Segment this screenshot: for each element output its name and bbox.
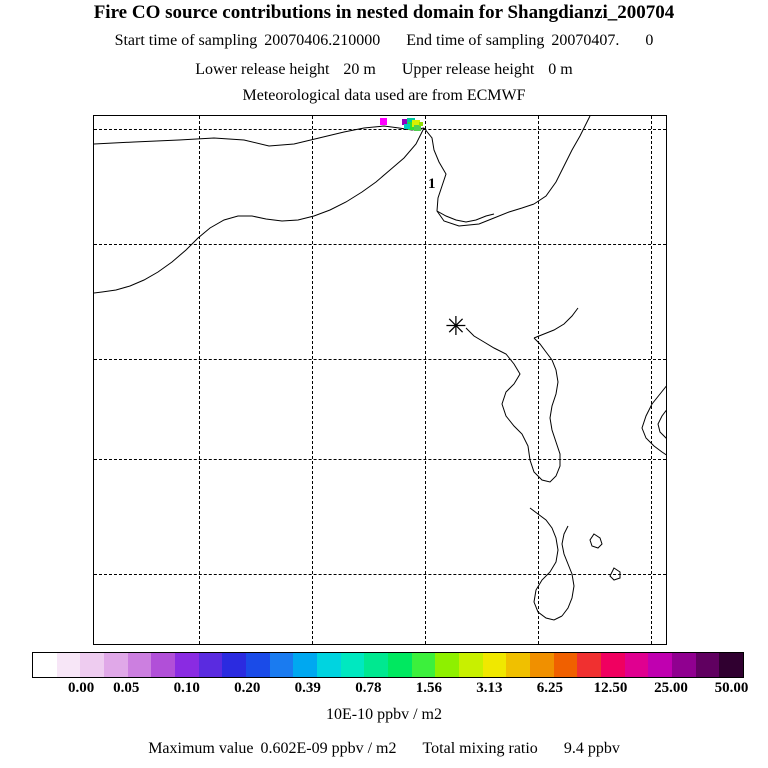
colorbar-swatch: [222, 653, 246, 677]
max-value-label: Maximum value: [148, 740, 254, 757]
colorbar-swatch: [270, 653, 294, 677]
colorbar-tick-label: 12.50: [593, 680, 628, 696]
colorbar-swatch: [530, 653, 554, 677]
colorbar-swatch: [128, 653, 152, 677]
colorbar-swatch: [506, 653, 530, 677]
colorbar-tick-label: 0.78: [355, 680, 382, 696]
colorbar-units-label: 10E-10 ppbv / m2: [326, 706, 442, 723]
colorbar-tick-label: 0.00: [68, 680, 95, 696]
upper-release-value: 0 m: [548, 61, 573, 78]
colorbar-swatch: [364, 653, 388, 677]
colorbar-swatch: [625, 653, 649, 677]
colorbar-swatch: [80, 653, 104, 677]
end-time-value-extra: 0: [645, 32, 654, 49]
colorbar-tick-label: 0.39: [294, 680, 321, 696]
lower-release-value: 20 m: [343, 61, 376, 78]
colorbar-swatch: [293, 653, 317, 677]
colorbar-wrap: [32, 652, 749, 696]
colorbar-swatch: [246, 653, 270, 677]
end-time-label: End time of sampling: [406, 32, 545, 49]
sampling-time-line: [0, 32, 768, 50]
start-time-value: 20070406.210000: [264, 32, 381, 49]
total-mixing-ratio-value: 9.4 ppbv: [563, 740, 620, 757]
colorbar-tick-label: 25.00: [654, 680, 688, 696]
colorbar-swatch: [412, 653, 436, 677]
colorbar-swatch: [672, 653, 696, 677]
colorbar-swatch: [388, 653, 412, 677]
colorbar-tick-label: 50.00: [714, 680, 749, 696]
colorbar-tick-label: 3.13: [476, 680, 503, 696]
total-mixing-ratio-label: Total mixing ratio: [422, 740, 538, 757]
colorbar-swatch: [199, 653, 223, 677]
colorbar-tick-label: 0.10: [173, 680, 200, 696]
upper-release-label: Upper release height: [401, 61, 535, 78]
colorbar-swatch: [33, 653, 57, 677]
footer-stats: [0, 740, 768, 758]
colorbar-swatch: [435, 653, 459, 677]
colorbar-swatch: [483, 653, 507, 677]
colorbar-swatch: [601, 653, 625, 677]
colorbar-swatch: [577, 653, 601, 677]
colorbar: [32, 652, 744, 678]
end-time-value: 20070407.: [551, 32, 620, 49]
colorbar-swatch: [648, 653, 672, 677]
colorbar-swatch: [459, 653, 483, 677]
plume-label: 1: [428, 176, 436, 192]
colorbar-tick-label: 6.25: [536, 680, 564, 696]
start-time-label: Start time of sampling: [114, 32, 258, 49]
station-marker: ✳: [445, 312, 467, 341]
lower-release-label: Lower release height: [195, 61, 330, 78]
plume-overlay: [94, 116, 667, 645]
colorbar-tick-label: 0.20: [234, 680, 261, 696]
colorbar-swatch: [341, 653, 365, 677]
colorbar-swatch: [696, 653, 720, 677]
map-panel[interactable]: [93, 115, 667, 645]
colorbar-tick-label: 1.56: [415, 680, 442, 696]
colorbar-swatch: [104, 653, 128, 677]
release-height-line: [0, 61, 768, 79]
max-value: 0.602E-09 ppbv / m2: [260, 740, 397, 757]
colorbar-swatch: [151, 653, 175, 677]
colorbar-swatch: [317, 653, 341, 677]
colorbar-swatch: [719, 653, 743, 677]
colorbar-swatch: [175, 653, 199, 677]
colorbar-swatch: [554, 653, 578, 677]
met-data-line: Meteorological data used are from ECMWF: [242, 87, 526, 104]
page-title: Fire CO source contributions in nested domain for Shangdianzi_200704: [93, 2, 675, 23]
colorbar-swatch: [57, 653, 81, 677]
colorbar-tick-label: 0.05: [113, 680, 140, 696]
colorbar-ticks: [32, 680, 768, 698]
